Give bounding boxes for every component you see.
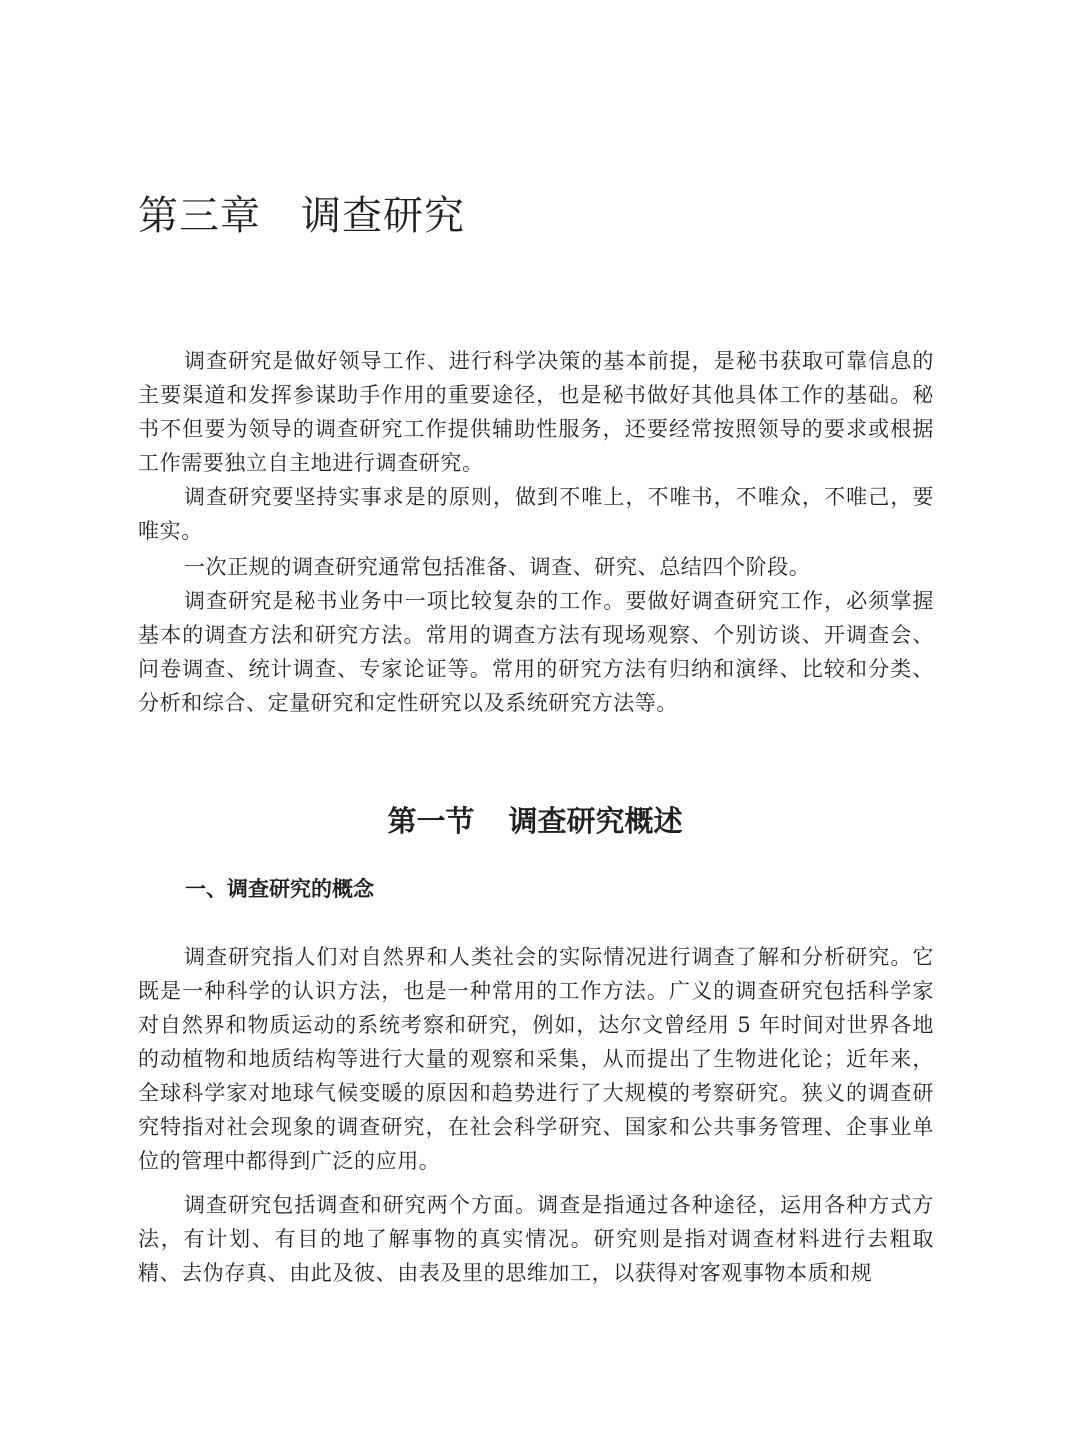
- section-name: 调查研究概述: [508, 804, 683, 838]
- chapter-title: [138, 188, 465, 244]
- subsection-title: 一、调查研究的概念: [185, 876, 374, 901]
- intro-paragraph: 调查研究要坚持实事求是的原则，做到不唯上，不唯书，不唯众，不唯己，要唯实。: [138, 485, 934, 543]
- intro-paragraph: 一次正规的调查研究通常包括准备、调查、研究、总结四个阶段。: [184, 555, 811, 579]
- intro-paragraph: 调查研究是做好领导工作、进行科学决策的基本前提，是秘书获取可靠信息的主要渠道和发挥参谋助手作用的重要途径，也是秘书做好其他具体工作的基础。秘书不但要为领导的调查研究工作提供辅助性服务，还要经常按照领导的要求或根据工作需要独立自主地进行调查研究。: [138, 349, 934, 475]
- section-paragraph: 调查研究包括调查和研究两个方面。调查是指通过各种途径，运用各种方式方法，有计划、有目的地了解事物的真实情况。研究则是指对调查材料进行去粗取精、去伪存真、由此及彼、由表及里的思维加工，以获得对客观事物本质和规: [138, 1193, 934, 1285]
- section-paragraph: 调查研究指人们对自然界和人类社会的实际情况进行调查了解和分析研究。它既是一种科学的认识方法，也是一种常用的工作方法。广义的调查研究包括科学家对自然界和物质运动的系统考察和研究，例如，达尔文曾经用 5 年时间对世界各地的动植物和地质结构等进行大量的观察和采集，从而提出了生物进化论；近年来，全球科学家对地球气候变暖的原因和趋势进行了大规模的考察研究。狭义的调查研究特指对社会现象的调查研究，在社会科学研究、国家和公共事务管理、企事业单位的管理中都得到广泛的应用。: [138, 945, 934, 1173]
- section-title: [0, 800, 1070, 842]
- chapter-number: 第三章: [138, 193, 261, 239]
- intro-paragraph: 调查研究是秘书业务中一项比较复杂的工作。要做好调查研究工作，必须掌握基本的调查方法和研究方法。常用的调查方法有现场观察、个别访谈、开调查会、问卷调查、统计调查、专家论证等。常用的研究方法有归纳和演绎、比较和分类、分析和综合、定量研究和定性研究以及系统研究方法等。: [138, 589, 934, 715]
- section-number: 第一节: [387, 804, 475, 838]
- chapter-name: 调查研究: [301, 193, 465, 239]
